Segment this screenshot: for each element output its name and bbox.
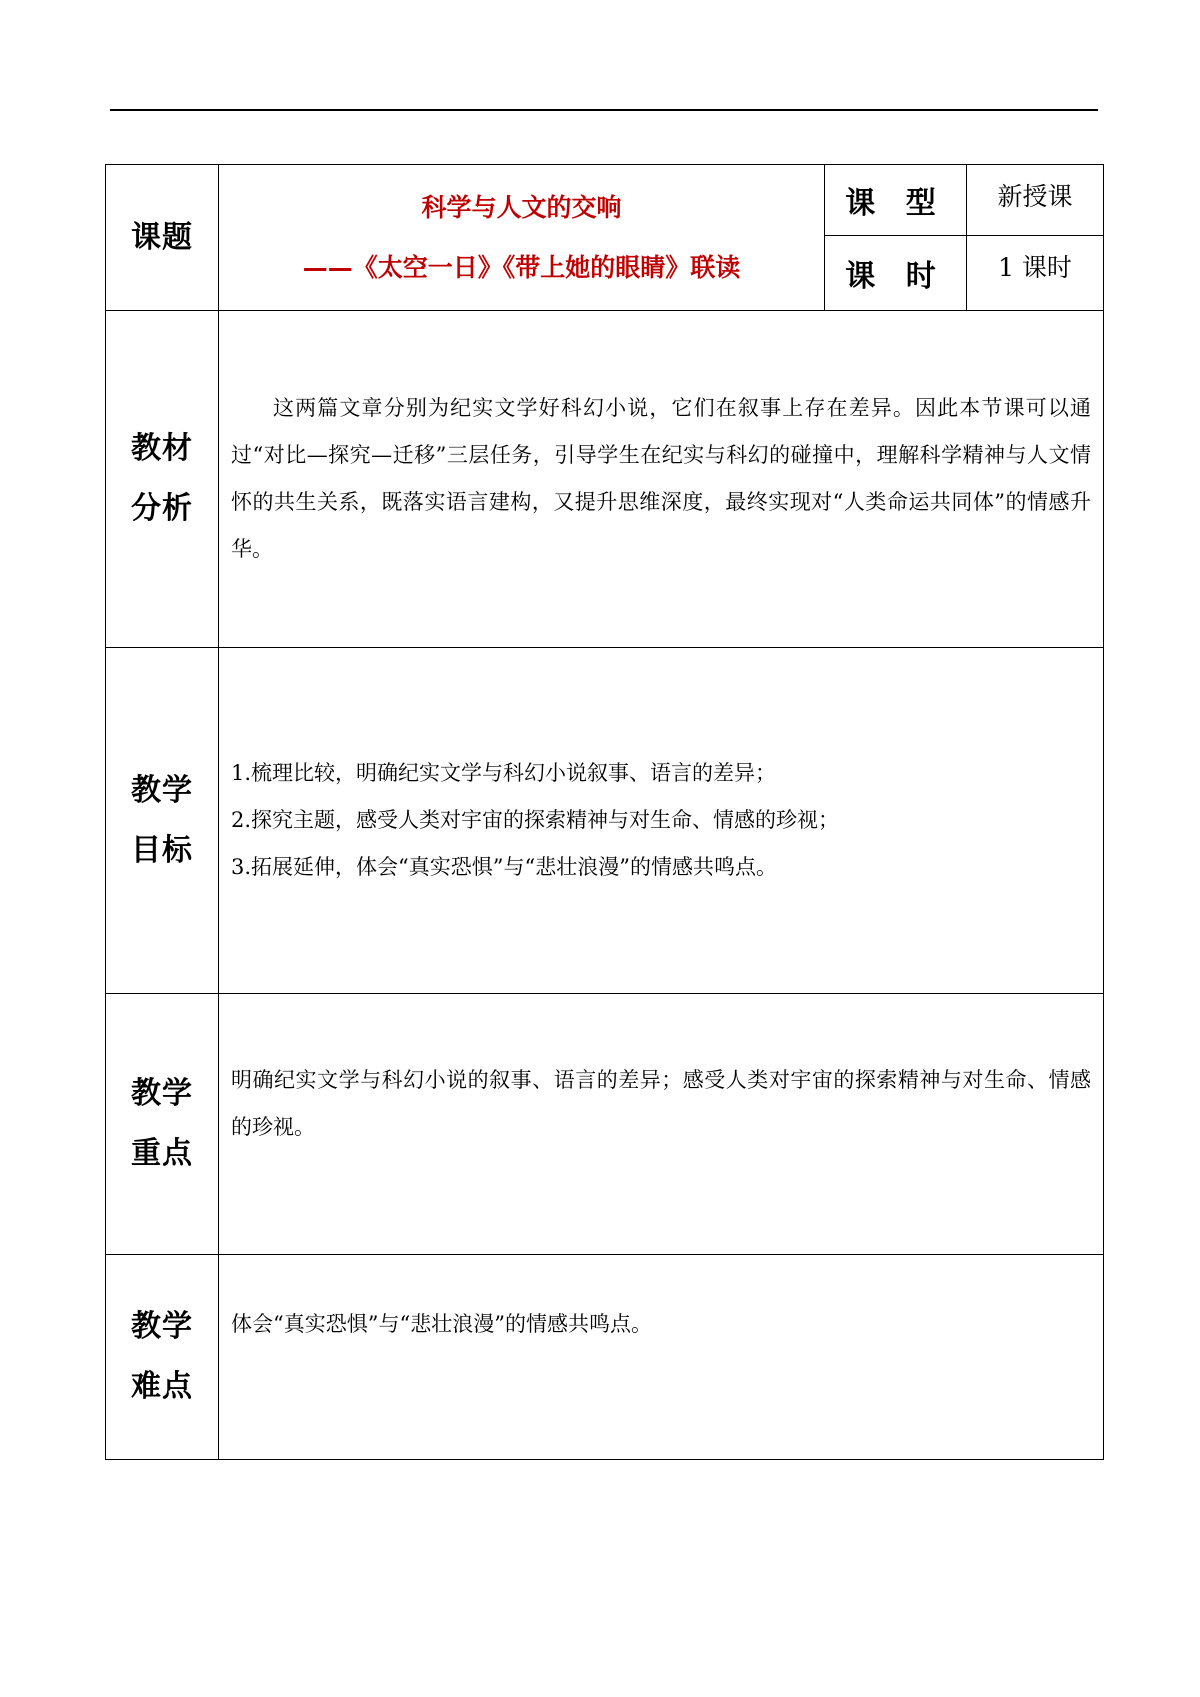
lesson-type-label: 课 型: [825, 165, 967, 236]
objective-item: 2.探究主题，感受人类对宇宙的探索精神与对生命、情感的珍视；: [231, 808, 840, 832]
material-text: 这两篇文章分别为纪实文学好科幻小说，它们在叙事上存在差异。因此本节课可以通过“对比—探究—迁移”三层任务，引导学生在纪实与科幻的碰撞中，理解科学精神与人文情怀的共生关系，既落实语言建构，又提升思维深度，最终实现对“人类命运共同体”的情感升华。: [231, 396, 1091, 561]
period-value: 1 课时: [967, 236, 1104, 311]
teaching-objectives: [219, 648, 1104, 994]
lesson-plan-table: [105, 164, 1104, 1460]
difficulties-text: 体会“真实恐惧”与“悲壮浪漫”的情感共鸣点。: [231, 1312, 652, 1336]
lesson-title-sub: ——《太空一日》《带上她的眼睛》联读: [302, 252, 741, 282]
difficulties: [219, 1255, 1104, 1460]
lesson-title-main: 科学与人文的交响: [421, 192, 622, 222]
key-points: [219, 994, 1104, 1255]
material-analysis: [219, 311, 1104, 648]
key-points-text: 明确纪实文学与科幻小说的叙事、语言的差异；感受人类对宇宙的探索精神与对生命、情感的珍视。: [231, 1068, 1091, 1139]
difficulties-label: 教学 难点: [106, 1255, 219, 1460]
lesson-type-value: 新授课: [967, 165, 1104, 236]
header-rule: [110, 109, 1098, 111]
objective-item: 1.梳理比较，明确纪实文学与科幻小说叙事、语言的差异；: [231, 761, 777, 785]
material-label: 教材 分析: [106, 311, 219, 648]
key-points-label: 教学 重点: [106, 994, 219, 1255]
objectives-label: 教学 目标: [106, 648, 219, 994]
subject-label: 课题: [106, 165, 219, 311]
objective-item: 3.拓展延伸，体会“真实恐惧”与“悲壮浪漫”的情感共鸣点。: [231, 855, 777, 879]
lesson-title: [219, 165, 825, 311]
period-label: 课 时: [825, 236, 967, 311]
